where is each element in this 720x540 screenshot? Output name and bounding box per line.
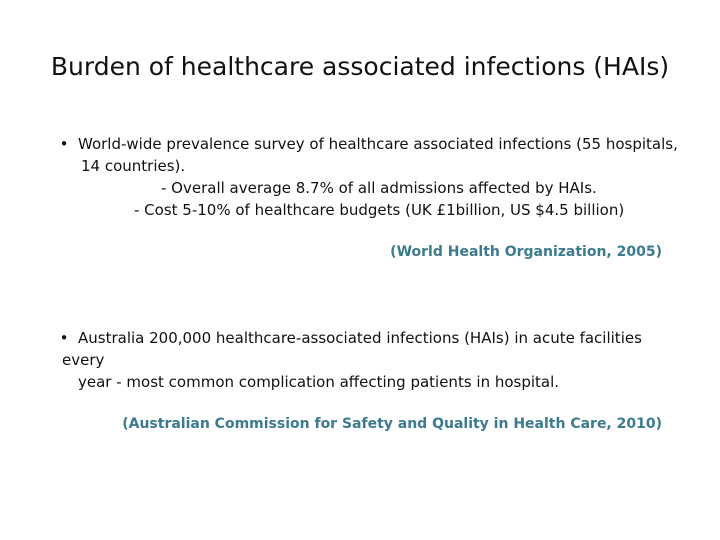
- citation-acsqhc: (Australian Commission for Safety and Quality in Health Care, 2010): [122, 416, 662, 432]
- citation-who: (World Health Organization, 2005): [390, 244, 662, 260]
- bullet-1-subpoint-cost: - Cost 5-10% of healthcare budgets (UK £1billion, US $4.5 billion): [134, 201, 625, 219]
- bullet-2: [56, 327, 642, 349]
- bullet-2-line-1: Australia 200,000 healthcare-associated infections (HAIs) in acute facilities: [78, 329, 642, 347]
- bullet-1-subpoint-average: - Overall average 8.7% of all admissions affected by HAIs.: [161, 179, 597, 197]
- bullet-2-line-2: every: [62, 351, 105, 369]
- slide-title: Burden of healthcare associated infections (HAIs): [50, 52, 670, 81]
- bullet-marker: •: [59, 329, 69, 347]
- bullet-1: [56, 133, 678, 155]
- bullet-marker: •: [59, 135, 69, 153]
- bullet-2-line-3: year - most common complication affecting patients in hospital.: [78, 373, 560, 391]
- bullet-1-line-2: 14 countries).: [81, 157, 186, 175]
- bullet-1-line-1: World-wide prevalence survey of healthcare associated infections (55 hospitals,: [78, 135, 678, 153]
